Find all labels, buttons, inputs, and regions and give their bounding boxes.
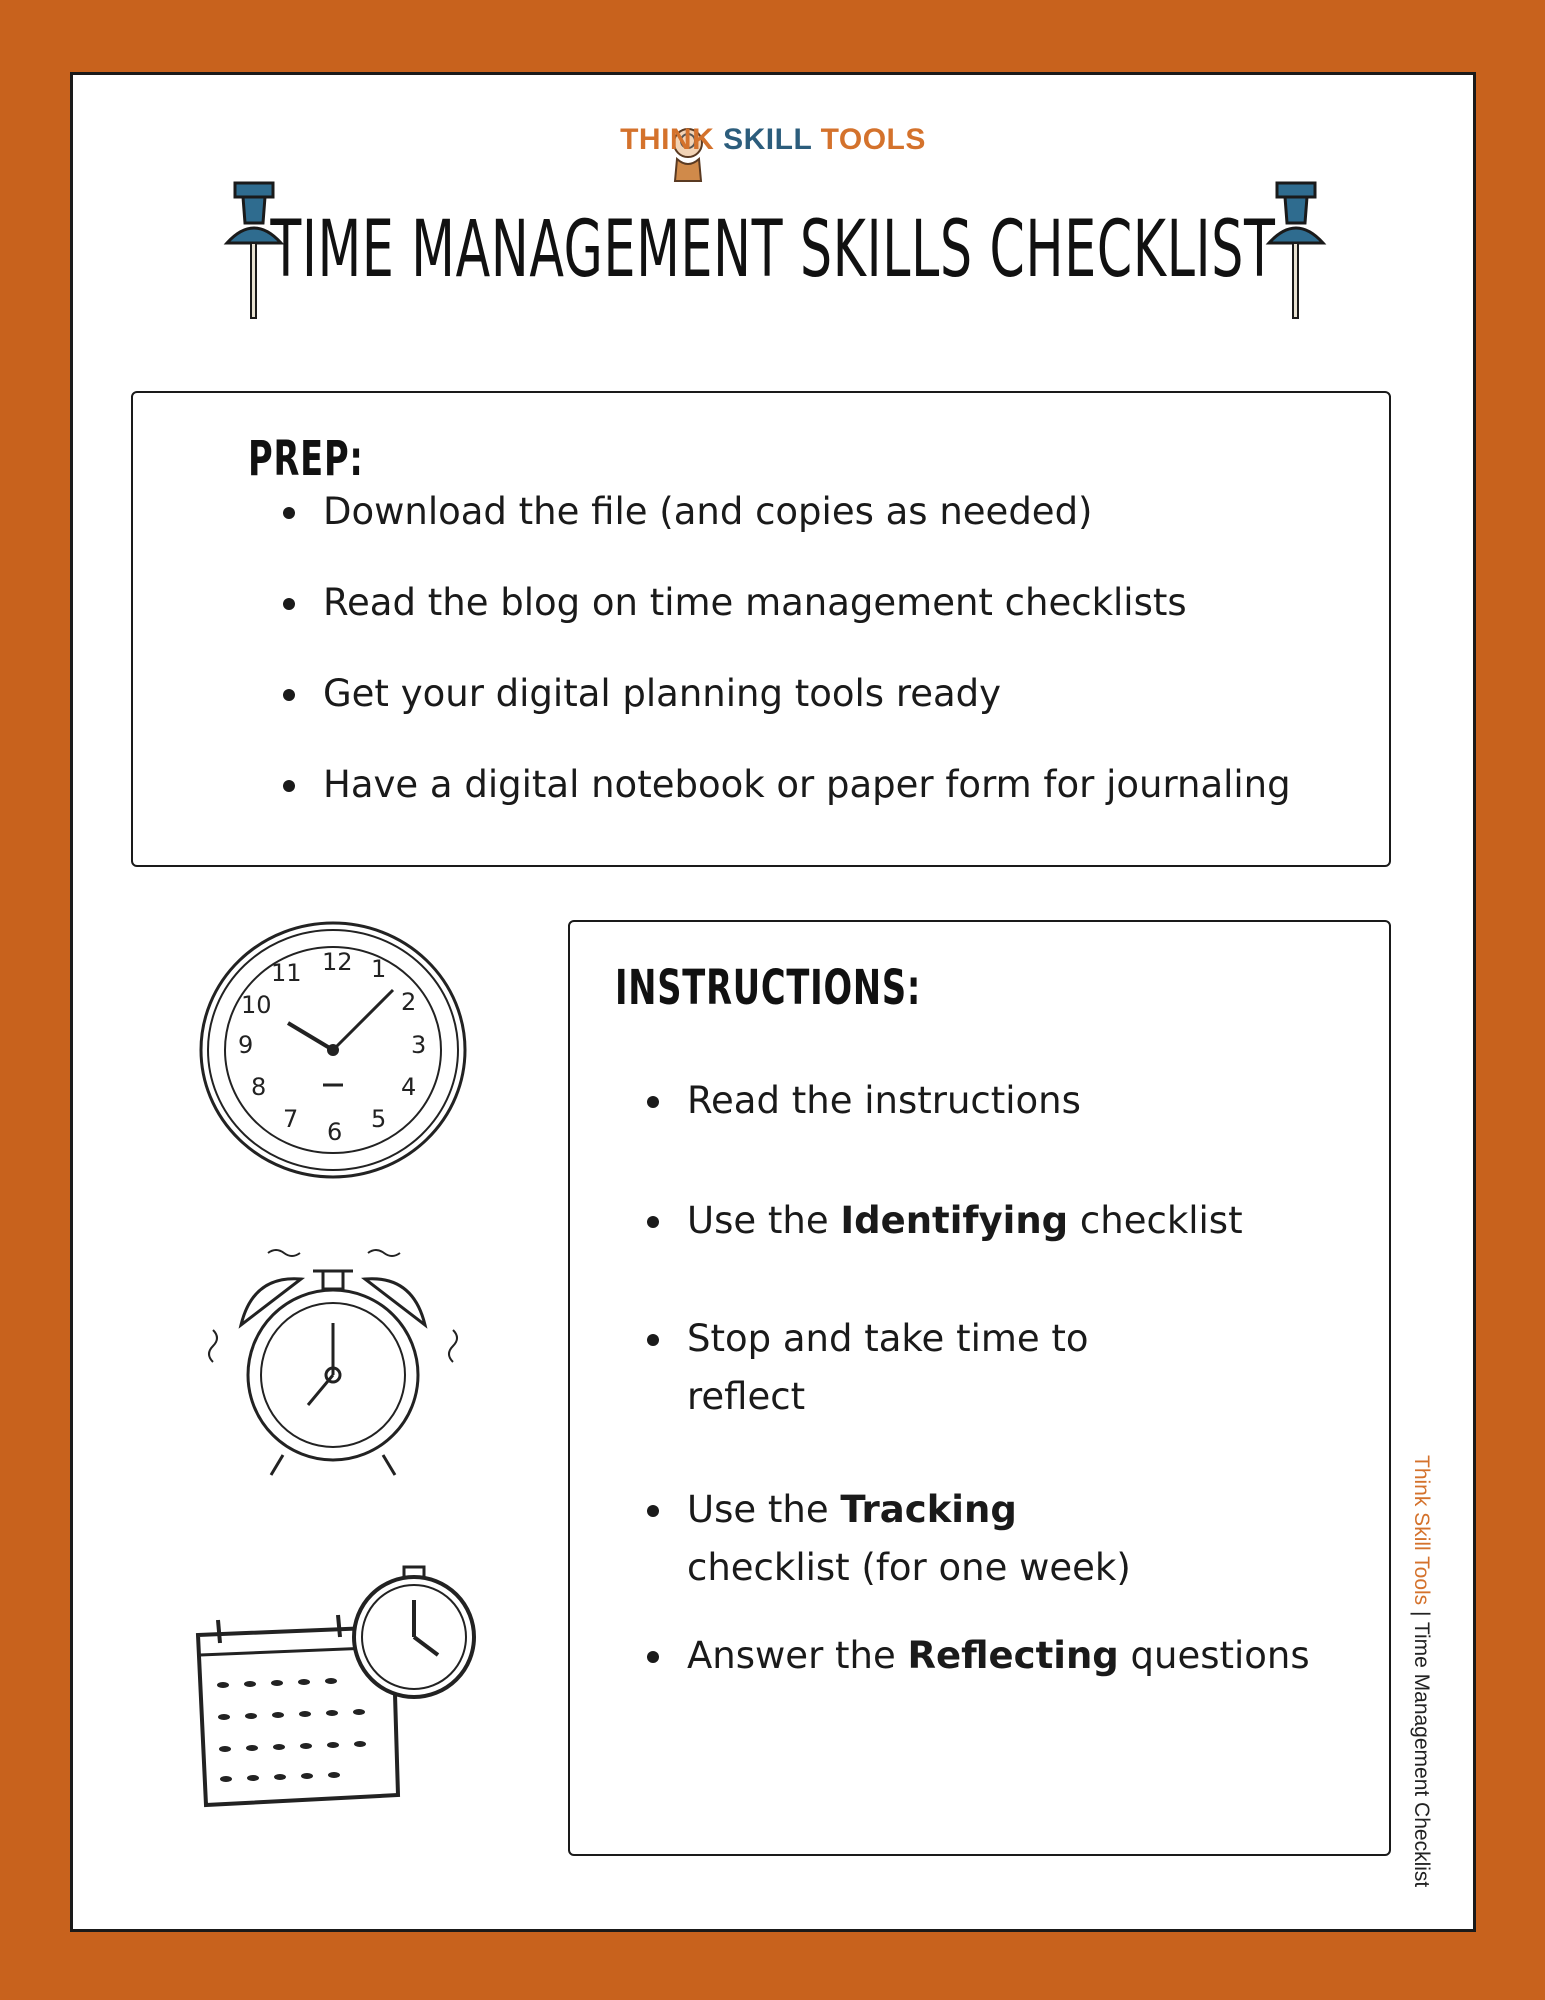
bullet-icon <box>283 507 295 519</box>
instruction-text: checklist (for one week) <box>687 1546 1131 1589</box>
brand-logo <box>73 123 1473 157</box>
list-item <box>323 574 1291 632</box>
instructions-box <box>568 920 1391 1856</box>
instruction-text: Stop and take time to reflect <box>687 1317 1089 1418</box>
page-title: TIME MANAGEMENT SKILLS CHECKLIST <box>270 205 1276 295</box>
logo-think: THINK <box>620 123 715 156</box>
instruction-bold-text: Reflecting <box>907 1634 1119 1677</box>
svg-text:5: 5 <box>371 1105 387 1133</box>
side-footer <box>1409 1455 1433 1887</box>
instruction-text: Read the instructions <box>687 1079 1081 1122</box>
instruction-text: Use the <box>687 1199 841 1242</box>
wall-clock-icon <box>193 915 473 1185</box>
svg-text:8: 8 <box>251 1073 267 1101</box>
svg-text:10: 10 <box>241 991 272 1019</box>
bullet-icon <box>283 598 295 610</box>
svg-text:11: 11 <box>271 959 302 987</box>
list-item <box>323 665 1291 723</box>
bullet-icon <box>647 1651 659 1663</box>
bullet-icon <box>647 1334 659 1346</box>
bullet-icon <box>647 1505 659 1517</box>
bullet-icon <box>283 689 295 701</box>
checklist-page <box>70 72 1476 1932</box>
logo-skill: SKILL <box>723 123 812 156</box>
svg-text:7: 7 <box>283 1105 299 1133</box>
prep-item-text: Download the file (and copies as needed) <box>323 490 1093 533</box>
bullet-icon <box>647 1216 659 1228</box>
instructions-list <box>687 1072 1367 1685</box>
side-footer-doc: Time Management Checklist <box>1410 1621 1433 1888</box>
list-item <box>323 483 1291 541</box>
list-item <box>687 1481 1187 1597</box>
instruction-text: Use the <box>687 1488 841 1531</box>
list-item <box>687 1192 1367 1250</box>
svg-text:3: 3 <box>411 1031 427 1059</box>
prep-box <box>131 391 1391 867</box>
svg-text:9: 9 <box>238 1031 254 1059</box>
prep-list <box>323 483 1291 847</box>
alarm-clock-icon <box>183 1235 483 1495</box>
prep-item-text: Get your digital planning tools ready <box>323 672 1002 715</box>
instructions-heading: INSTRUCTIONS: <box>615 960 922 1016</box>
calendar-clock-icon <box>188 1565 488 1815</box>
list-item <box>687 1072 1367 1130</box>
svg-text:6: 6 <box>327 1118 343 1146</box>
prep-item-text: Read the blog on time management checklists <box>323 581 1187 624</box>
svg-text:4: 4 <box>401 1073 417 1101</box>
push-pin-icon <box>1261 173 1331 323</box>
svg-text:12: 12 <box>322 948 353 976</box>
bullet-icon <box>283 780 295 792</box>
instruction-text: Answer the <box>687 1634 908 1677</box>
prep-heading: PREP: <box>248 431 364 487</box>
logo-tools: TOOLS <box>820 123 926 156</box>
side-footer-brand: Think Skill Tools <box>1410 1455 1433 1606</box>
instruction-text: checklist <box>1068 1199 1243 1242</box>
list-item <box>687 1627 1367 1685</box>
prep-item-text: Have a digital notebook or paper form for journaling <box>323 763 1291 806</box>
svg-text:1: 1 <box>371 955 387 983</box>
instruction-bold-text: Identifying <box>840 1199 1069 1242</box>
instruction-text: questions <box>1118 1634 1310 1677</box>
list-item <box>323 756 1291 814</box>
bullet-icon <box>647 1096 659 1108</box>
side-footer-separator: | <box>1410 1605 1433 1622</box>
list-item <box>687 1310 1107 1426</box>
instruction-bold-text: Tracking <box>840 1488 1017 1531</box>
svg-text:2: 2 <box>401 988 417 1016</box>
